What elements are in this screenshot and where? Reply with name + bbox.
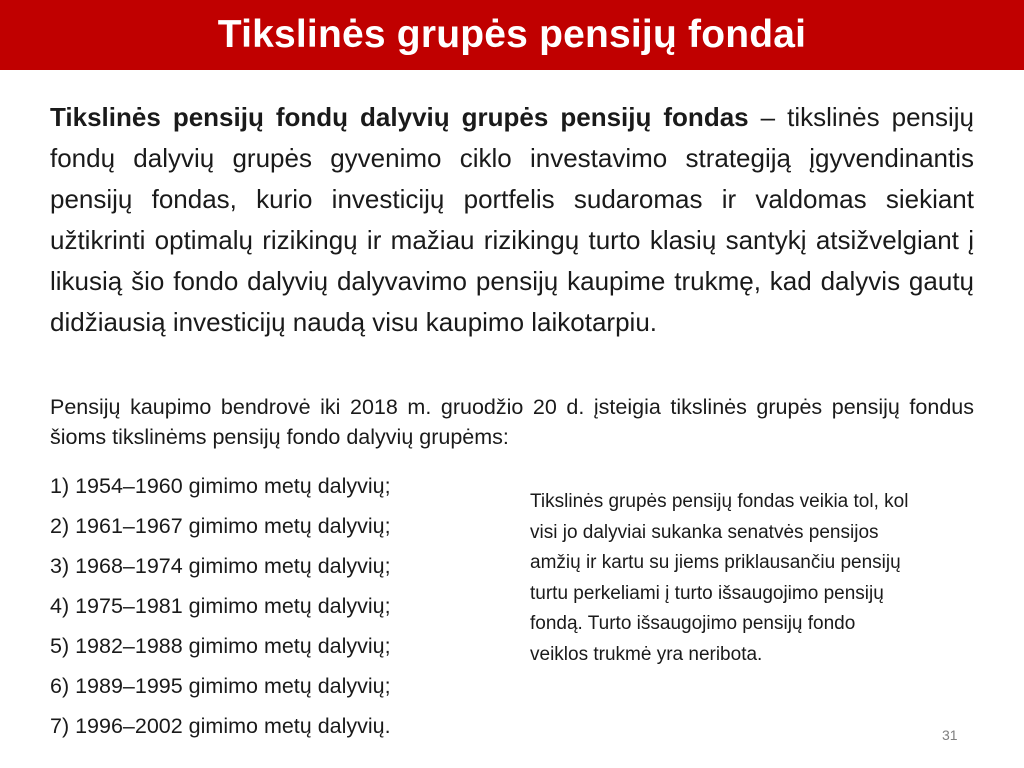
list-item: 7) 1996–2002 gimimo metų dalyvių. [50,714,391,738]
definition-text: – tikslinės pensijų fondų dalyvių grupės gyvenimo ciklo investavimo strategiją įgyvendinantis pensijų fondas, kurio investicijų portfelis sudaromas ir valdomas siekiant užtikrinti optimalų rizikingų ir mažiau rizikingų turto klasių santykį atsižvelgiant į likusią šio fondo dalyvių dalyvavimo pensijų kaupime trukmę, kad dalyvis gautų didžiausią investicijų naudą visu kaupimo laikotarpiu. [50,102,975,337]
title-bar [0,0,1024,70]
intro-paragraph: Pensijų kaupimo bendrovė iki 2018 m. gruodžio 20 d. įsteigia tikslinės grupės pensijų fondus šioms tikslinėms pensijų fondo dalyvių grupėms: [50,395,974,449]
list-item: 2) 1961–1967 gimimo metų dalyvių; [50,514,391,538]
list-item: 1) 1954–1960 gimimo metų dalyvių; [50,474,391,498]
list-item: 3) 1968–1974 gimimo metų dalyvių; [50,554,391,578]
list-item: 5) 1982–1988 gimimo metų dalyvių; [50,634,391,658]
slide-title: Tikslinės grupės pensijų fondai [217,13,807,56]
list-item: 4) 1975–1981 gimimo metų dalyvių; [50,594,391,618]
list-item: 6) 1989–1995 gimimo metų dalyvių; [50,674,391,698]
page-number: 31 [942,727,958,743]
side-note: Tikslinės grupės pensijų fondas veikia tol, kol visi jo dalyviai sukanka senatvės pensijos amžių ir kartu su jiems priklausančiu pensijų turtu perkeliami į turto išsaugojimo pensijų fondą. Turto išsaugojimo pensijų fondo veiklos trukmė yra neribota. [530,491,909,665]
definition-paragraph [50,97,974,343]
target-groups-list [50,466,391,746]
definition-term: Tikslinės pensijų fondų dalyvių grupės pensijų fondas [50,102,749,132]
